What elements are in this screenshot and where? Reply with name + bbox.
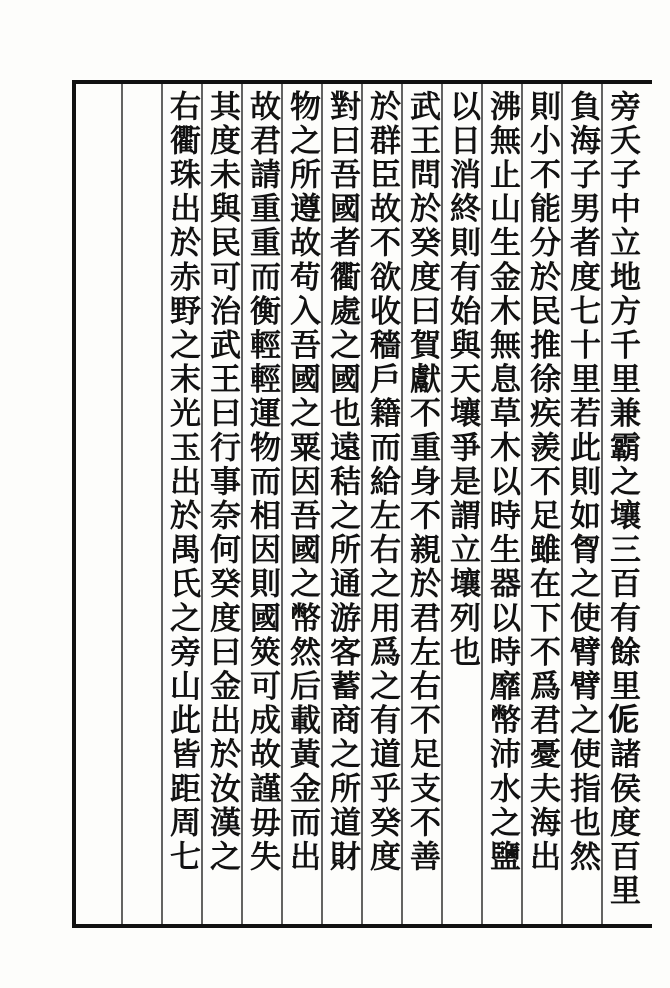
text-column-11	[202, 90, 242, 920]
text-column-4	[482, 90, 522, 920]
text-column-7	[362, 90, 402, 920]
text-column-8	[322, 90, 362, 920]
text-column-2	[562, 90, 602, 920]
column-text: 其度未與民可治武王曰行事奈何癸度曰金出於汝漢之	[204, 90, 240, 875]
column-text: 旁夭子中立地方千里兼霸之壤三百有餘里𠈁諸侯度百里	[604, 90, 640, 909]
column-text: 沸無止山生金木無息草木以時生器以時靡幣沛水之鹽	[484, 90, 520, 875]
column-text: 以日消終則有始與天壤爭是謂立壤列也	[444, 90, 480, 670]
text-column-9	[282, 90, 322, 920]
column-text: 武王問於癸度曰賀獻不重身不親於君左右不足支不善	[404, 90, 440, 875]
text-column-5	[442, 90, 482, 920]
column-text: 負海子男者度七十里若此則如胷之使臂臂之使指也然	[564, 90, 600, 875]
text-columns	[82, 90, 642, 920]
column-text: 於群臣故不欲收穡戶籍而給左右之用爲之有道乎癸度	[364, 90, 400, 875]
text-column-3	[522, 90, 562, 920]
text-column-10	[242, 90, 282, 920]
text-column-12	[162, 90, 202, 920]
text-column-6	[402, 90, 442, 920]
column-text: 右衢珠出於赤野之末光玉出於禺氏之旁山此皆距周七	[164, 90, 200, 875]
text-column-1	[602, 90, 642, 920]
column-text: 物之所遵故苟入吾國之粟因吾國之幣然后載黃金而出	[284, 90, 320, 875]
column-text: 則小不能分於民推徐疾羨不足雖在下不爲君憂夫海出	[524, 90, 560, 875]
column-text: 故君請重重而衡輕輕運物而相因則國筴可成故謹毋失	[244, 90, 280, 875]
column-text: 對曰吾國者衢處之國也遠秸之所通游客蓄商之所道財	[324, 90, 360, 875]
